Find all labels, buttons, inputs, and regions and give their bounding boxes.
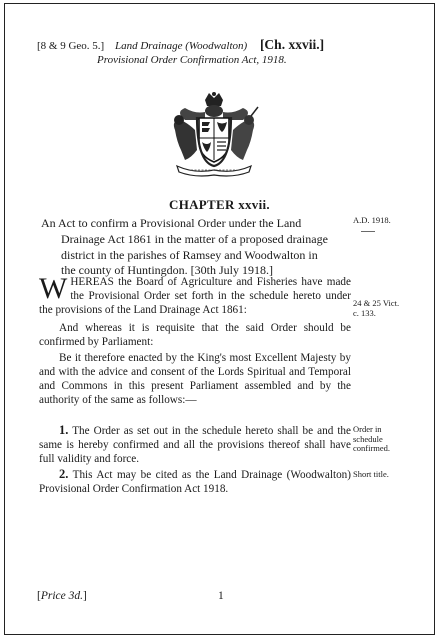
long-title-line-3: district in the parishes of Ramsey and Woodwalton in — [61, 247, 318, 262]
enacting-formula: Be it therefore enacted by the King's most Excellent Majesty by and with the advice and consent of the Lords Spiritual and Temporal and Commons in this present Parliament assembled and by the authority of the same as follows:— — [39, 352, 351, 406]
assent-date: [30th July 1918.] — [190, 263, 273, 278]
preamble-whereas — [39, 272, 351, 317]
running-header — [37, 37, 324, 53]
section-2 — [39, 467, 351, 496]
long-title — [41, 216, 345, 279]
margin-note-year: A.D. 1918. — [353, 215, 391, 225]
price-note — [37, 590, 87, 602]
short-title: Land Drainage (Woodwalton) — [114, 40, 248, 52]
margin-rule — [361, 230, 375, 233]
long-title-line-2: Drainage Act 1861 in the matter of a proposed drainage — [61, 231, 328, 246]
statute-ref-line-2: c. 133. — [353, 307, 376, 318]
section-1 — [39, 423, 351, 466]
order-note-line-1: Order in — [353, 424, 382, 434]
document-page — [4, 3, 435, 635]
margin-note-order — [353, 425, 421, 454]
section-1-text: The Order as set out in the schedule hereto shall be and the same is hereby confirmed and all the provisions thereof shall have full validity and force. — [39, 425, 351, 465]
price-close-bracket: ] — [83, 590, 87, 602]
whereas-text: HEREAS the Board of Agriculture and Fisheries have made the Provisional Order set forth in the schedule hereto under the provisions of the Land Drainage Act 1861: — [39, 276, 351, 316]
preamble-and-whereas: And whereas it is requisite that the said Order should be confirmed by Parliament: — [39, 322, 351, 348]
order-note-line-2: schedule — [353, 433, 383, 444]
price-open-bracket: [ — [37, 590, 41, 602]
citation: [8 & 9 Geo. 5.] — [37, 40, 105, 52]
margin-note-statute — [353, 299, 421, 318]
section-2-text: This Act may be cited as the Land Drainage (Woodwalton) Provisional Order Confirmation Act 1918. — [39, 469, 351, 495]
section-1-number: 1. — [59, 423, 69, 437]
drop-cap: W — [39, 272, 68, 305]
royal-coat-of-arms-icon — [155, 90, 273, 178]
running-subtitle: Provisional Order Confirmation Act, 1918. — [97, 54, 287, 66]
long-title-county: the county of Huntingdon. — [61, 263, 188, 278]
section-2-number: 2. — [59, 467, 69, 481]
chapter-heading: CHAPTER xxvii. — [169, 197, 270, 212]
chapter-reference: [Ch. xxvii.] — [259, 37, 325, 52]
statute-ref-line-1: 24 & 25 Vict. — [353, 298, 400, 308]
margin-note-short-title: Short title. — [353, 469, 389, 479]
order-note-line-3: confirmed. — [353, 443, 391, 453]
page-number: 1 — [218, 590, 224, 602]
long-title-line-1: An Act to confirm a Provisional Order under the Land — [41, 216, 302, 230]
price-text: Price 3d. — [40, 590, 83, 602]
